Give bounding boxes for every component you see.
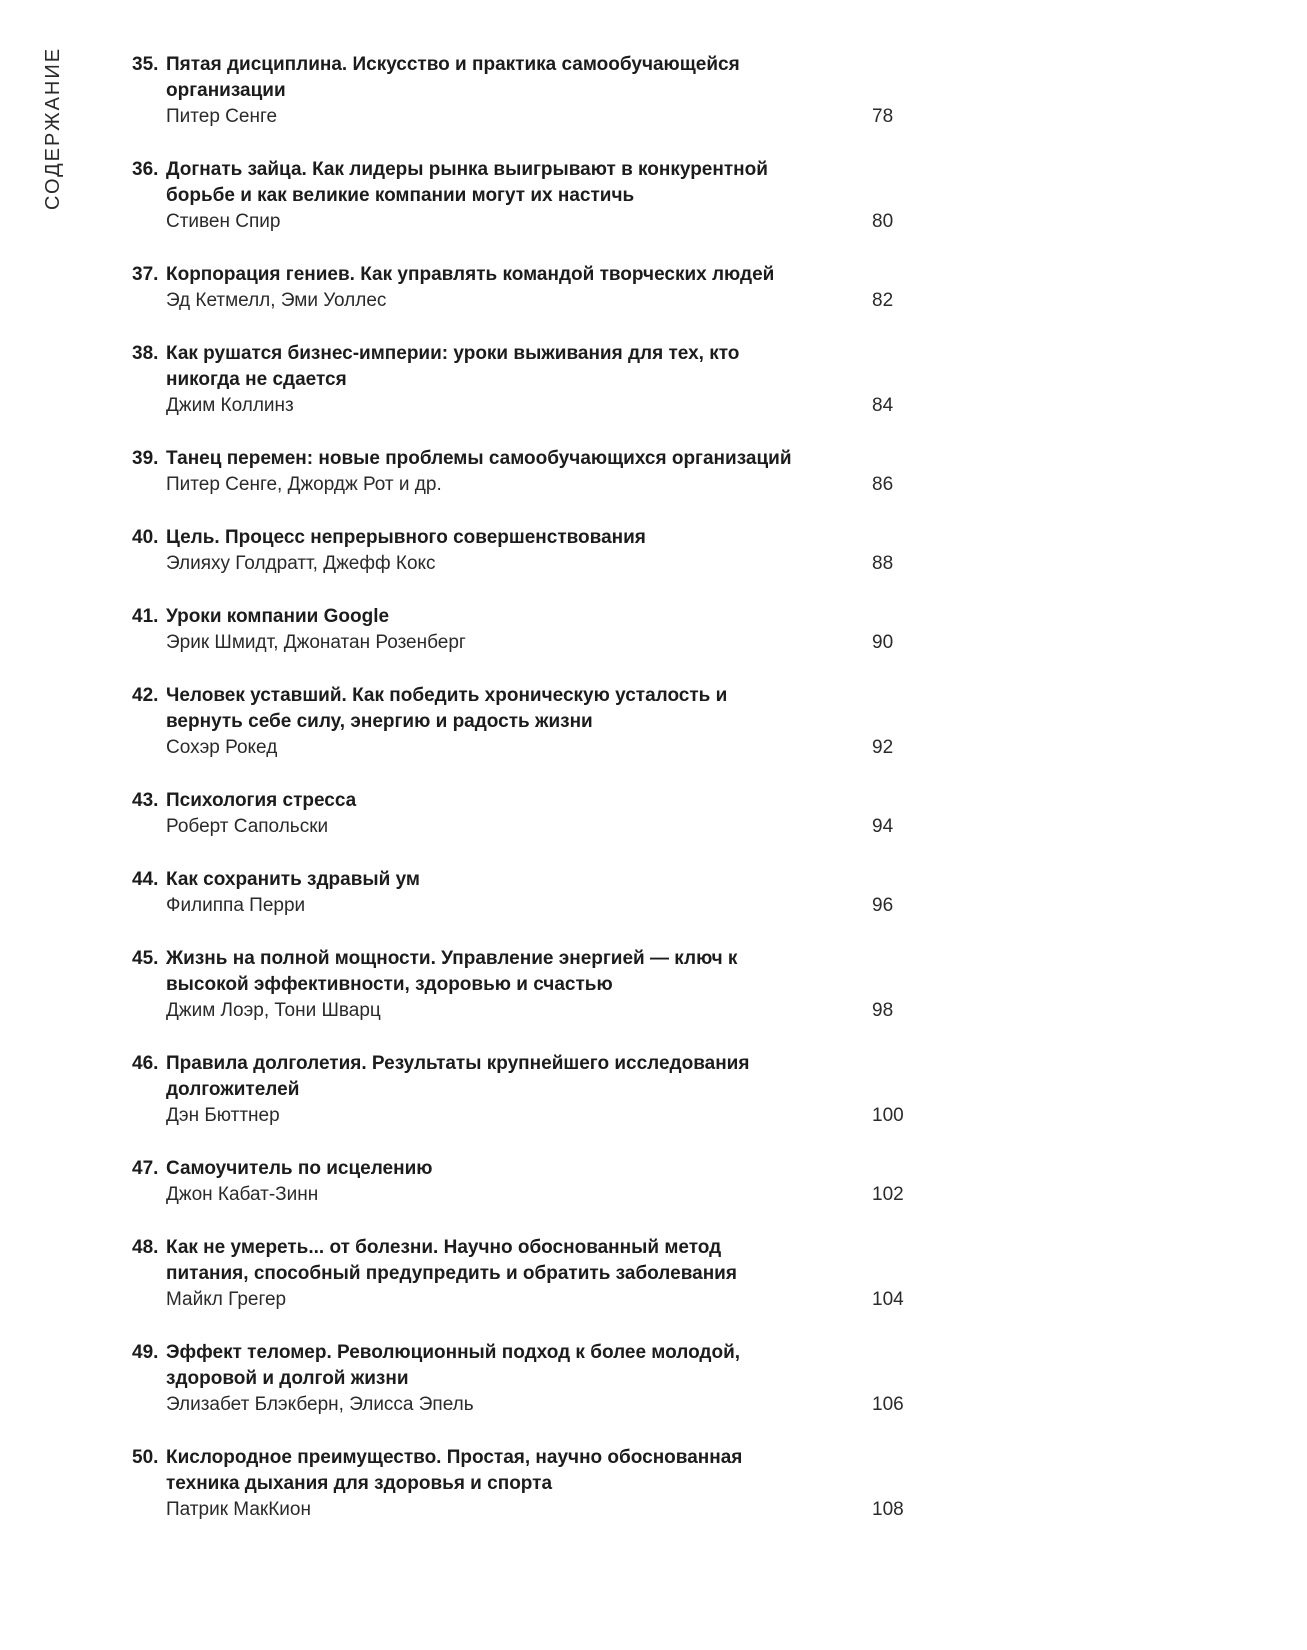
entry-author: Джон Кабат-Зинн bbox=[166, 1184, 319, 1205]
section-label: СОДЕРЖАНИЕ bbox=[42, 46, 64, 210]
entry-title: Догнать зайца. Как лидеры рынка выигрывают в конкурентной борьбе и как великие компании могут их настичь bbox=[166, 159, 768, 206]
toc-entry bbox=[132, 946, 932, 1024]
entry-title: Правила долголетия. Результаты крупнейшего исследования долгожителей bbox=[166, 1053, 750, 1100]
toc-entry bbox=[132, 788, 932, 840]
entry-number: 43. bbox=[132, 790, 159, 811]
toc-entry bbox=[132, 604, 932, 656]
entry-page-number: 82 bbox=[872, 290, 894, 311]
entry-author: Джим Лоэр, Тони Шварц bbox=[166, 1000, 381, 1021]
entry-title: Психология стресса bbox=[166, 790, 357, 811]
entry-title: Корпорация гениев. Как управлять командой творческих людей bbox=[166, 264, 775, 285]
entry-author: Питер Сенге, Джордж Рот и др. bbox=[166, 474, 442, 495]
toc-entry bbox=[132, 867, 932, 919]
entry-number: 50. bbox=[132, 1447, 159, 1468]
entry-author: Эд Кетмелл, Эми Уоллес bbox=[166, 290, 387, 311]
entry-author: Патрик МакКион bbox=[166, 1499, 311, 1520]
entry-author: Стивен Спир bbox=[166, 211, 281, 232]
entry-author: Роберт Сапольски bbox=[166, 816, 329, 837]
entry-number: 46. bbox=[132, 1053, 159, 1074]
toc-entry bbox=[132, 157, 932, 235]
entry-number: 45. bbox=[132, 948, 159, 969]
entry-number: 48. bbox=[132, 1237, 159, 1258]
entry-page-number: 100 bbox=[872, 1105, 904, 1126]
entry-number: 41. bbox=[132, 606, 159, 627]
entry-page-number: 86 bbox=[872, 474, 894, 495]
entry-page-number: 94 bbox=[872, 816, 894, 837]
entry-page-number: 104 bbox=[872, 1289, 904, 1310]
entry-number: 40. bbox=[132, 527, 159, 548]
toc-entry bbox=[132, 262, 932, 314]
toc-entry bbox=[132, 1235, 932, 1313]
entry-page-number: 92 bbox=[872, 737, 894, 758]
entry-page-number: 106 bbox=[872, 1394, 904, 1415]
entry-page-number: 84 bbox=[872, 395, 894, 416]
toc-entry bbox=[132, 683, 932, 761]
entry-number: 44. bbox=[132, 869, 159, 890]
entry-number: 49. bbox=[132, 1342, 159, 1363]
toc-entry bbox=[132, 1051, 932, 1129]
entry-title: Как сохранить здравый ум bbox=[166, 869, 420, 890]
entry-page-number: 88 bbox=[872, 553, 894, 574]
entry-title: Цель. Процесс непрерывного совершенствования bbox=[166, 527, 646, 548]
entry-number: 39. bbox=[132, 448, 159, 469]
entry-author: Элизабет Блэкберн, Элисса Эпель bbox=[166, 1394, 474, 1415]
toc-entry bbox=[132, 341, 932, 419]
entry-title: Уроки компании Google bbox=[166, 606, 390, 627]
entry-author: Сохэр Рокед bbox=[166, 737, 278, 758]
entry-number: 35. bbox=[132, 54, 159, 75]
toc-entry bbox=[132, 525, 932, 577]
entry-author: Майкл Грегер bbox=[166, 1289, 287, 1310]
entry-page-number: 78 bbox=[872, 106, 894, 127]
entry-title: Пятая дисциплина. Искусство и практика самообучающейся организации bbox=[166, 54, 740, 101]
toc-entry bbox=[132, 1156, 932, 1208]
entry-author: Эрик Шмидт, Джонатан Розенберг bbox=[166, 632, 466, 653]
table-of-contents bbox=[132, 52, 932, 1550]
entry-number: 42. bbox=[132, 685, 159, 706]
toc-entry bbox=[132, 52, 932, 130]
entry-number: 38. bbox=[132, 343, 159, 364]
entry-number: 47. bbox=[132, 1158, 159, 1179]
entry-number: 37. bbox=[132, 264, 159, 285]
entry-title: Человек уставший. Как победить хроническую усталость и вернуть себе силу, энергию и радость жизни bbox=[166, 685, 728, 732]
entry-author: Филиппа Перри bbox=[166, 895, 306, 916]
entry-title: Эффект теломер. Революционный подход к более молодой, здоровой и долгой жизни bbox=[166, 1342, 741, 1389]
toc-entry bbox=[132, 1340, 932, 1418]
entry-number: 36. bbox=[132, 159, 159, 180]
entry-page-number: 108 bbox=[872, 1499, 904, 1520]
entry-page-number: 96 bbox=[872, 895, 894, 916]
entry-page-number: 80 bbox=[872, 211, 894, 232]
entry-author: Дэн Бюттнер bbox=[166, 1105, 280, 1126]
entry-page-number: 102 bbox=[872, 1184, 904, 1205]
entry-title: Самоучитель по исцелению bbox=[166, 1158, 433, 1179]
entry-title: Жизнь на полной мощности. Управление энергией — ключ к высокой эффективности, здоровью и счастью bbox=[166, 948, 738, 995]
entry-title: Танец перемен: новые проблемы самообучающихся организаций bbox=[166, 448, 792, 469]
entry-page-number: 90 bbox=[872, 632, 894, 653]
toc-entry bbox=[132, 446, 932, 498]
entry-author: Элияху Голдратт, Джефф Кокс bbox=[166, 553, 436, 574]
entry-title: Кислородное преимущество. Простая, научно обоснованная техника дыхания для здоровья и спорта bbox=[166, 1447, 743, 1494]
entry-title: Как не умереть... от болезни. Научно обоснованный метод питания, способный предупредить и обратить заболевания bbox=[166, 1237, 737, 1284]
entry-title: Как рушатся бизнес-империи: уроки выживания для тех, кто никогда не сдается bbox=[166, 343, 740, 390]
entry-author: Питер Сенге bbox=[166, 106, 278, 127]
entry-page-number: 98 bbox=[872, 1000, 894, 1021]
toc-entry bbox=[132, 1445, 932, 1523]
entry-author: Джим Коллинз bbox=[166, 395, 294, 416]
